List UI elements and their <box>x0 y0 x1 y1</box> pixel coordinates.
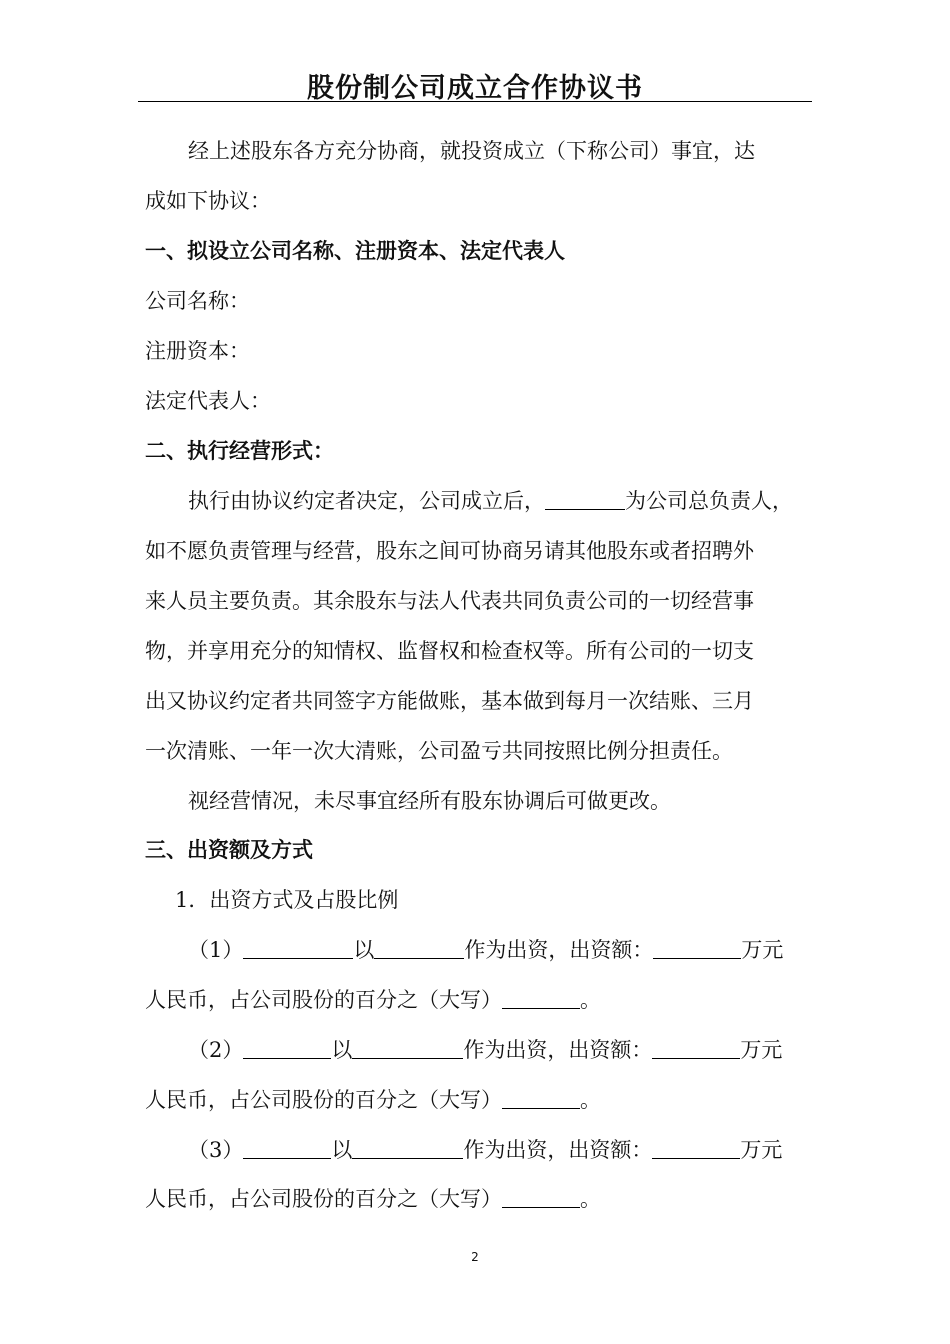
text-span: 人民币，占公司股份的百分之（大写） <box>145 988 502 1012</box>
contribution-item-1-share <box>145 990 601 1011</box>
text-span: 以 <box>331 1038 353 1062</box>
registered-capital-field: 注册资本： <box>145 339 250 363</box>
section-2-para-line-6: 一次清账、一年一次大清账，公司盈亏共同按照比例分担责任。 <box>145 739 733 763</box>
section-3-sub-1: 1．出资方式及占股比例 <box>175 888 399 912</box>
section-2-para-line-2: 如不愿负责管理与经营，股东之间可协商另请其他股东或者招聘外 <box>145 539 754 563</box>
text-span: 执行由协议约定者决定，公司成立后， <box>188 489 545 513</box>
intro-line-2: 成如下协议： <box>145 189 271 213</box>
section-2-para-line-1 <box>188 491 793 512</box>
text-span: 作为出资，出资额： <box>463 1138 653 1162</box>
text-span: 以 <box>353 938 375 962</box>
section-1-heading: 一、拟设立公司名称、注册资本、法定代表人 <box>145 239 565 263</box>
text-span: 为公司总负责人， <box>625 489 793 513</box>
blank-underline <box>352 1140 463 1159</box>
section-2-para-line-4: 物，并享用充分的知情权、监督权和检查权等。所有公司的一切支 <box>145 639 754 663</box>
blank-underline <box>502 990 580 1009</box>
text-span: 万元 <box>740 1038 783 1062</box>
blank-underline <box>502 1090 580 1109</box>
item-number: （2） <box>188 1038 244 1062</box>
blank-underline <box>502 1189 580 1208</box>
blank-underline <box>243 940 353 959</box>
text-span: 作为出资，出资额： <box>463 1038 653 1062</box>
legal-rep-field: 法定代表人： <box>145 389 271 413</box>
document-title: 股份制公司成立合作协议书 <box>307 73 643 104</box>
page-number: 2 <box>471 1250 479 1264</box>
text-span: 。 <box>580 988 601 1012</box>
section-2-para-line-7: 视经营情况，未尽事宜经所有股东协调后可做更改。 <box>188 789 671 813</box>
blank-underline <box>545 491 625 510</box>
contribution-item-1 <box>188 940 783 961</box>
title-underline <box>138 101 812 102</box>
text-span: 人民币，占公司股份的百分之（大写） <box>145 1088 502 1112</box>
section-2-heading: 二、执行经营形式： <box>145 439 334 463</box>
blank-underline <box>374 940 464 959</box>
blank-underline <box>653 940 741 959</box>
intro-line-1: 经上述股东各方充分协商，就投资成立（下称公司）事宜，达 <box>188 139 755 163</box>
section-2-para-line-5: 出又协议约定者共同签字方能做账，基本做到每月一次结账、三月 <box>145 689 754 713</box>
text-span: 以 <box>331 1138 353 1162</box>
text-span: 作为出资，出资额： <box>464 938 654 962</box>
blank-underline <box>652 1040 740 1059</box>
blank-underline <box>652 1140 740 1159</box>
text-span: 万元 <box>740 1138 783 1162</box>
text-span: 人民币，占公司股份的百分之（大写） <box>145 1187 502 1211</box>
blank-underline <box>243 1140 331 1159</box>
text-span: 。 <box>580 1088 601 1112</box>
blank-underline <box>352 1040 463 1059</box>
section-3-heading: 三、出资额及方式 <box>145 838 313 862</box>
company-name-field: 公司名称： <box>145 289 250 313</box>
blank-underline <box>243 1040 331 1059</box>
contribution-item-3 <box>188 1140 782 1161</box>
section-2-para-line-3: 来人员主要负责。其余股东与法人代表共同负责公司的一切经营事 <box>145 589 754 613</box>
item-number: （3） <box>188 1138 244 1162</box>
contribution-item-3-share <box>145 1189 601 1210</box>
contribution-item-2 <box>188 1040 782 1061</box>
text-span: 万元 <box>741 938 784 962</box>
item-number: （1） <box>188 938 244 962</box>
text-span: 。 <box>580 1187 601 1211</box>
contribution-item-2-share <box>145 1090 601 1111</box>
